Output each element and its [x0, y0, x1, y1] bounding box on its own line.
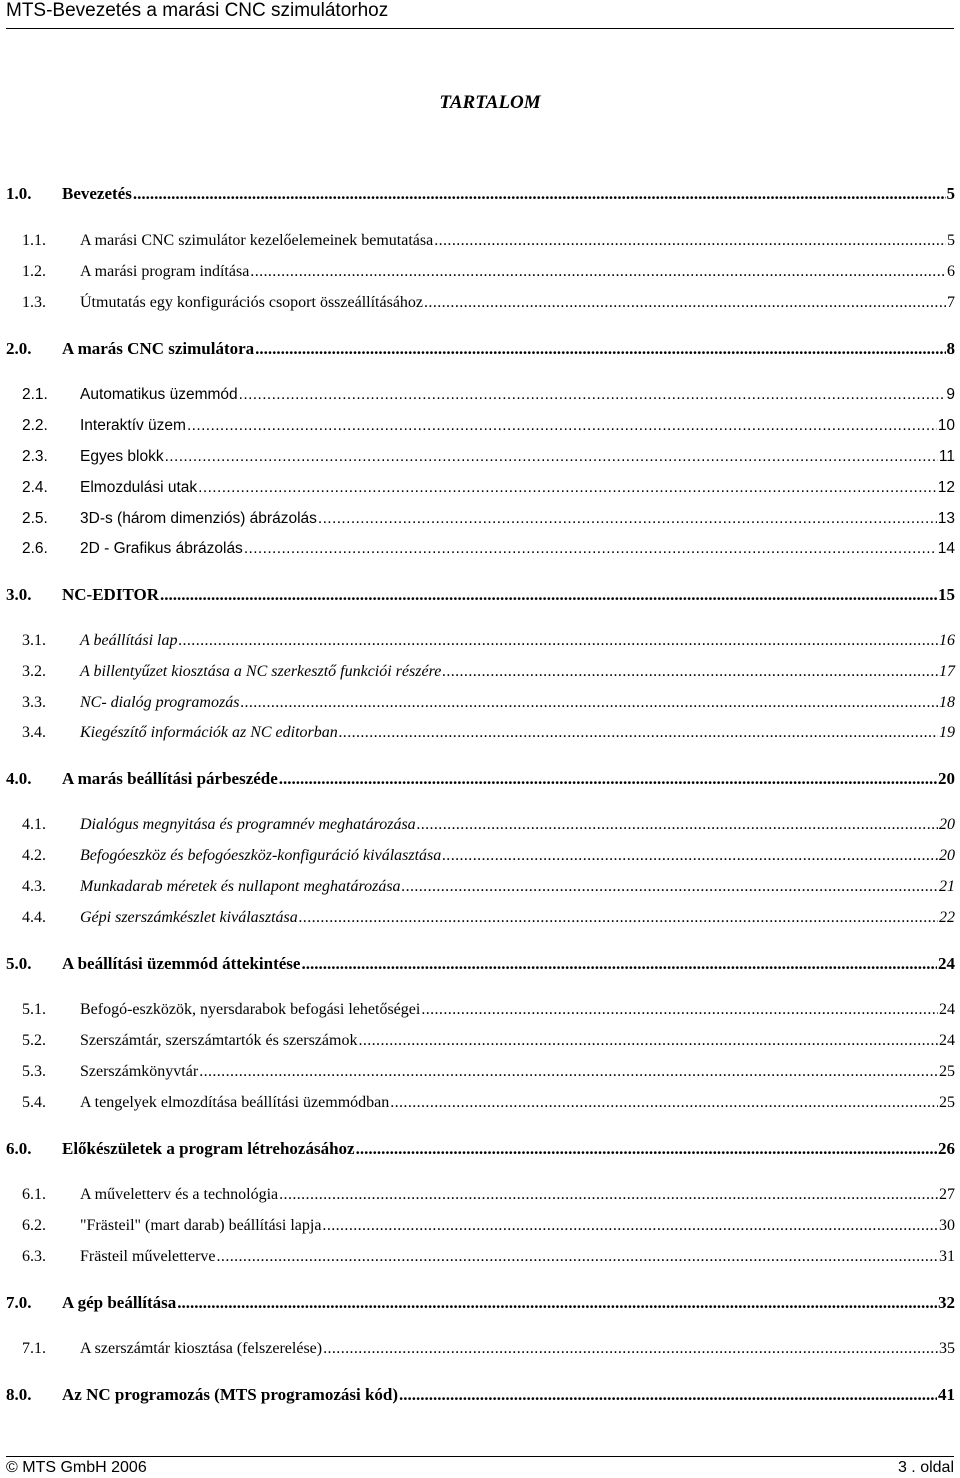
toc-entry-page: 17 [939, 663, 955, 680]
toc-leader-dots [322, 1215, 938, 1237]
toc-entry-7-1[interactable] [6, 1338, 955, 1360]
page-header [6, 0, 954, 29]
toc-entry-2-1[interactable] [6, 384, 955, 406]
toc-leader-dots [301, 953, 937, 975]
toc-entry-label: A billentyűzet kiosztása a NC szerkesztő funkciói részére [80, 663, 442, 680]
toc-entry-label: Egyes blokk [80, 448, 164, 465]
toc-entry-number: 6.2. [22, 1217, 46, 1234]
toc-entry-3-0[interactable] [6, 584, 955, 606]
toc-entry-page: 20 [939, 847, 955, 864]
toc-entry-page: 5 [947, 232, 955, 249]
toc-entry-number: 1.1. [22, 232, 46, 249]
toc-entry-label: Munkadarab méretek és nullapont meghatározása [80, 878, 401, 895]
toc-leader-dots [399, 1384, 937, 1406]
toc-entry-6-2[interactable] [6, 1215, 955, 1237]
toc-leader-dots [421, 999, 938, 1021]
toc-leader-dots [318, 508, 937, 530]
toc-entry-number: 1.0. [6, 184, 32, 203]
toc-entry-number: 2.6. [22, 540, 48, 557]
toc-entry-label: Automatikus üzemmód [80, 386, 238, 403]
toc-entry-page: 7 [947, 294, 955, 311]
toc-entry-page: 24 [938, 954, 955, 973]
toc-entry-label: 3D-s (három dimenziós) ábrázolás [80, 510, 317, 527]
toc-entry-6-3[interactable] [6, 1246, 955, 1268]
toc-entry-page: 19 [939, 724, 955, 741]
toc-entry-page: 31 [939, 1248, 955, 1265]
toc-entry-label: A marási program indítása [80, 263, 250, 280]
toc-entry-number: 2.4. [22, 479, 48, 496]
toc-entry-label: A tengelyek elmozdítása beállítási üzemmódban [80, 1094, 390, 1111]
toc-leader-dots [402, 876, 938, 898]
toc-entry-page: 22 [939, 909, 955, 926]
toc-entry-number: 3.4. [22, 724, 46, 741]
toc-entry-label: Interaktív üzem [80, 417, 186, 434]
toc-leader-dots [160, 584, 937, 606]
toc-entry-label: Útmutatás egy konfigurációs csoport összeállításához [80, 294, 424, 311]
toc-entry-label: Szerszámkönyvtár [80, 1063, 199, 1080]
toc-entry-page: 25 [939, 1094, 955, 1111]
toc-entry-number: 4.4. [22, 909, 46, 926]
toc-entry-5-4[interactable] [6, 1092, 955, 1114]
toc-entry-page: 18 [939, 694, 955, 711]
toc-entry-number: 5.1. [22, 1001, 46, 1018]
toc-leader-dots [178, 630, 938, 652]
toc-entry-2-6[interactable] [6, 538, 955, 560]
toc-entry-number: 2.5. [22, 510, 48, 527]
toc-entry-2-3[interactable] [6, 446, 955, 468]
toc-entry-number: 6.1. [22, 1186, 46, 1203]
toc-entry-4-0[interactable] [6, 768, 955, 790]
toc-entry-number: 4.3. [22, 878, 46, 895]
toc-leader-dots [417, 814, 938, 836]
toc-entry-5-0[interactable] [6, 953, 955, 975]
toc-entry-label: A marás CNC szimulátora [62, 339, 255, 358]
toc-leader-dots [244, 538, 937, 560]
toc-entry-2-0[interactable] [6, 338, 955, 360]
toc-entry-number: 4.1. [22, 816, 46, 833]
toc-entry-4-4[interactable] [6, 907, 955, 929]
toc-entry-label: NC- dialóg programozás [80, 694, 240, 711]
toc-leader-dots [323, 1338, 938, 1360]
toc-entry-4-3[interactable] [6, 876, 955, 898]
toc-leader-dots [239, 384, 946, 406]
toc-entry-number: 3.2. [22, 663, 46, 680]
toc-entry-number: 2.1. [22, 386, 48, 403]
toc-entry-page: 20 [938, 769, 955, 788]
toc-entry-label: A beállítási üzemmód áttekintése [62, 954, 301, 973]
toc-entry-number: 5.4. [22, 1094, 46, 1111]
toc-entry-page: 15 [938, 585, 955, 604]
toc-entry-label: Frästeil műveletterve [80, 1248, 216, 1265]
toc-entry-1-1[interactable] [6, 230, 955, 252]
toc-entry-page: 16 [939, 632, 955, 649]
toc-entry-label: A gép beállítása [62, 1293, 177, 1312]
toc-entry-label: Előkészületek a program létrehozásához [62, 1139, 355, 1158]
toc-entry-page: 21 [939, 878, 955, 895]
toc-entry-label: Bevezetés [62, 184, 132, 203]
toc-leader-dots [434, 230, 946, 252]
toc-entry-label: A beállítási lap [80, 632, 178, 649]
toc-entry-number: 7.1. [22, 1340, 46, 1357]
toc-leader-dots [442, 661, 938, 683]
toc-entry-number: 4.2. [22, 847, 46, 864]
toc-leader-dots [255, 338, 945, 360]
toc-leader-dots [356, 1138, 937, 1160]
toc-leader-dots [279, 1184, 938, 1206]
toc-leader-dots [279, 768, 937, 790]
toc-entry-2-2[interactable] [6, 415, 955, 437]
toc-entry-label: Gépi szerszámkészlet kiválasztása [80, 909, 298, 926]
header-title: MTS-Bevezetés a marási CNC szimulátorhoz [6, 0, 389, 21]
toc-entry-number: 4.0. [6, 769, 32, 788]
toc-entry-label: Szerszámtár, szerszámtartók és szerszámok [80, 1032, 358, 1049]
toc-entry-4-1[interactable] [6, 814, 955, 836]
toc-leader-dots [442, 845, 938, 867]
toc-entry-number: 1.3. [22, 294, 46, 311]
toc-entry-page: 14 [937, 540, 955, 557]
toc-leader-dots [424, 292, 946, 314]
toc-entry-3-3[interactable] [6, 692, 955, 714]
toc-entry-page: 5 [946, 184, 955, 203]
toc-leader-dots [390, 1092, 938, 1114]
toc-entry-number: 5.2. [22, 1032, 46, 1049]
toc-leader-dots [187, 415, 937, 437]
toc-entry-page: 32 [938, 1293, 955, 1312]
toc-entry-page: 41 [938, 1385, 955, 1404]
toc-leader-dots [199, 1061, 938, 1083]
toc-entry-page: 35 [939, 1340, 955, 1357]
toc-leader-dots [165, 446, 938, 468]
toc-leader-dots [250, 261, 946, 283]
toc-entry-number: 5.3. [22, 1063, 46, 1080]
toc-leader-dots [133, 183, 946, 205]
toc-entry-label: A szerszámtár kiosztása (felszerelése) [80, 1340, 323, 1357]
toc-entry-label: Kiegészítő információk az NC editorban [80, 724, 338, 741]
toc-entry-label: NC-EDITOR [62, 585, 159, 604]
toc-entry-number: 2.0. [6, 339, 32, 358]
toc-entry-6-0[interactable] [6, 1138, 955, 1160]
toc-entry-page: 24 [939, 1001, 955, 1018]
toc-entry-label: A marás beállítási párbeszéde [62, 769, 278, 788]
toc-entry-page: 10 [937, 417, 955, 434]
toc-leader-dots [299, 907, 938, 929]
toc-entry-1-3[interactable] [6, 292, 955, 314]
toc-entry-2-5[interactable] [6, 508, 955, 530]
toc-entry-number: 3.0. [6, 585, 32, 604]
toc-leader-dots [240, 692, 938, 714]
footer-copyright: © MTS GmbH 2006 [6, 1459, 147, 1476]
toc-entry-page: 6 [947, 263, 955, 280]
toc-entry-page: 20 [939, 816, 955, 833]
footer-page-number: 3 . oldal [897, 1459, 954, 1476]
toc-entry-number: 2.3. [22, 448, 48, 465]
toc-entry-number: 7.0. [6, 1293, 32, 1312]
toc-entry-2-4[interactable] [6, 477, 955, 499]
toc-entry-number: 1.2. [22, 263, 46, 280]
toc-entry-5-1[interactable] [6, 999, 955, 1021]
toc-leader-dots [339, 722, 938, 744]
toc-entry-label: Befogó-eszközök, nyersdarabok befogási lehetőségei [80, 1001, 421, 1018]
toc-entry-page: 26 [938, 1139, 955, 1158]
toc-entry-label: A marási CNC szimulátor kezelőelemeinek bemutatása [80, 232, 434, 249]
toc-entry-label: Az NC programozás (MTS programozási kód) [62, 1385, 399, 1404]
toc-entry-7-0[interactable] [6, 1292, 955, 1314]
toc-entry-1-2[interactable] [6, 261, 955, 283]
page-footer [6, 1456, 954, 1478]
toc-entry-page: 8 [946, 339, 955, 358]
toc-leader-dots [177, 1292, 937, 1314]
toc-entry-6-1[interactable] [6, 1184, 955, 1206]
toc-entry-label: A műveletterv és a technológia [80, 1186, 279, 1203]
toc-leader-dots [217, 1246, 938, 1268]
toc-entry-8-0[interactable] [6, 1384, 955, 1406]
toc-entry-1-0[interactable] [6, 183, 955, 205]
toc-entry-3-1[interactable] [6, 630, 955, 652]
toc-entry-label: 2D - Grafikus ábrázolás [80, 540, 243, 557]
toc-entry-page: 30 [939, 1217, 955, 1234]
toc-entry-page: 12 [937, 479, 955, 496]
toc-entry-5-3[interactable] [6, 1061, 955, 1083]
toc-entry-number: 6.3. [22, 1248, 46, 1265]
toc-entry-page: 27 [939, 1186, 955, 1203]
toc-entry-page: 13 [937, 510, 955, 527]
toc-entry-label: Befogóeszköz és befogóeszköz-konfiguráció kiválasztása [80, 847, 442, 864]
toc-entry-number: 3.1. [22, 632, 46, 649]
toc-entry-label: "Frästeil" (mart darab) beállítási lapja [80, 1217, 322, 1234]
toc-leader-dots [198, 477, 937, 499]
toc-title: TARTALOM [439, 92, 541, 113]
toc-entry-4-2[interactable] [6, 845, 955, 867]
toc-entry-3-2[interactable] [6, 661, 955, 683]
toc-entry-page: 25 [939, 1063, 955, 1080]
toc-entry-number: 2.2. [22, 417, 48, 434]
toc-entry-page: 9 [946, 386, 955, 403]
toc-entry-number: 6.0. [6, 1139, 32, 1158]
toc-leader-dots [358, 1030, 938, 1052]
toc-entry-3-4[interactable] [6, 722, 955, 744]
toc-entry-label: Elmozdulási utak [80, 479, 198, 496]
toc-entry-number: 5.0. [6, 954, 32, 973]
toc-entry-page: 24 [939, 1032, 955, 1049]
toc-entry-number: 8.0. [6, 1385, 32, 1404]
toc-entry-page: 11 [938, 448, 955, 465]
toc-entry-5-2[interactable] [6, 1030, 955, 1052]
toc-entry-number: 3.3. [22, 694, 46, 711]
toc-entry-label: Dialógus megnyitása és programnév meghatározása [80, 816, 416, 833]
